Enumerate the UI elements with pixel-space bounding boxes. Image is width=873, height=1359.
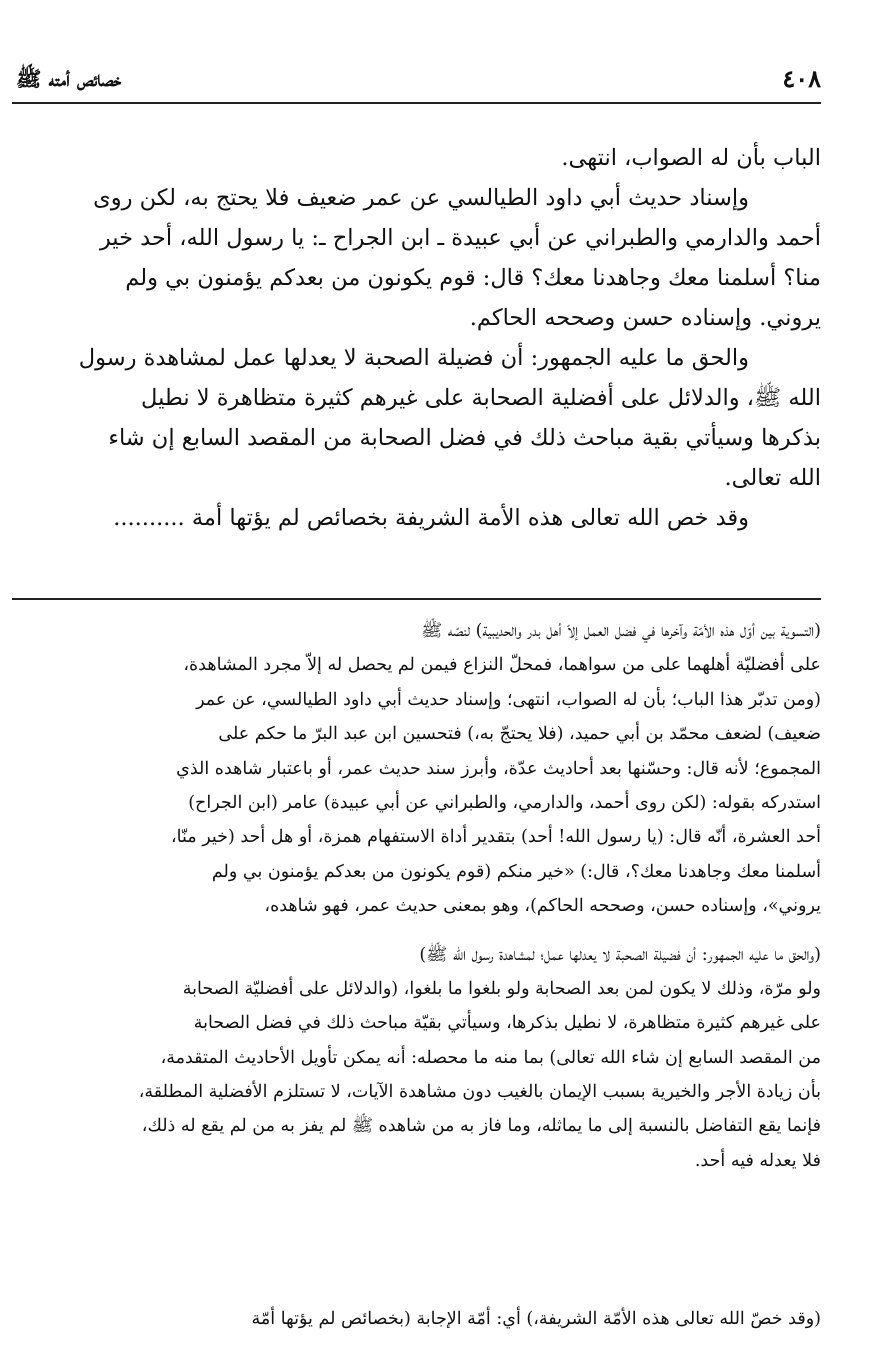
main-line: منا؟ أسلمنا معك وجاهدنا معك؟ قال: قوم يكونون من بعدكم يؤمنون بي ولم xyxy=(125,265,821,291)
commentary-line: أسلمنا معك وجاهدنا معك؟، قال:) «خير منكم (قوم يكونون من بعدكم يؤمنون بي ولم xyxy=(211,861,821,882)
commentary-line: فلا يعدله فيه أحد. xyxy=(694,1150,821,1171)
main-line: أحمد والدارمي والطبراني عن أبي عبيدة ـ ابن الجراح ـ: يا رسول الله، أحد خير xyxy=(99,225,821,251)
commentary-line: من المقصد السابع إن شاء الله تعالى) بما منه ما محصله: أنه يمكن تأويل الأحاديث المتقدمة، xyxy=(160,1047,821,1068)
commentary-line: المجموع؛ لأنه قال: وحسّنها بعد أحاديث عدّة، وأبرز سند حديث عمر، أو باعتبار شاهده الذي xyxy=(176,758,821,779)
commentary-line: (التسوية بين أوّل هذه الأمّة وآخرها في فضل العمل إلاّ أهل بدر والحديبية) لنصّه ﷺ xyxy=(421,621,821,641)
commentary-block xyxy=(14,614,821,1178)
commentary-line: ولو مرّة، وذلك لا يكون لمن بعد الصحابة ولو بلغوا ما بلغوا، (والدلائل على أفضليّة الصحابة xyxy=(182,978,821,999)
commentary-line: (والحق ما عليه الجمهور: أن فضيلة الصحبة لا يعدلها عمل؛ لمشاهدة رسول الله ﷺ) xyxy=(419,944,821,965)
commentary-line: يروني»، وإسناده حسن، وصححه الحاكم)، وهو بمعنى حديث عمر، فهو شاهده، xyxy=(264,896,821,917)
paragraph-gap xyxy=(14,924,821,938)
main-line: وقد خص الله تعالى هذه الأمة الشريفة بخصائص لم يؤتها أمة .......... xyxy=(113,505,749,531)
main-line: الباب بأن له الصواب، انتهى. xyxy=(561,145,821,171)
commentary-line: استدركه بقوله: (لكن روى أحمد، والدارمي، والطبراني عن أبي عبيدة) عامر (ابن الجراح) xyxy=(188,792,821,813)
main-line: الله ﷺ، والدلائل على أفضلية الصحابة على غيرهم كثيرة متظاهرة لا نطيل xyxy=(141,385,821,411)
commentary-final-line xyxy=(14,1302,821,1336)
page-header xyxy=(12,62,821,104)
main-line: بذكرها وسيأتي بقية مباحث ذلك في فضل الصحابة من المقصد السابع إن شاء xyxy=(108,425,821,451)
running-title: خصائص أمته ﷺ xyxy=(16,66,122,91)
commentary-line: فإنما يقع التفاضل بالنسبة إلى ما يماثله، وما فاز به من شاهده ﷺ لم يفز به من لم يقع له ذلك، xyxy=(141,1116,821,1137)
commentary-line: على أفضليّة أهلهما على من سواهما، فمحلّ النزاع فيمن لم يحصل له إلاّ مجرد المشاهدة، xyxy=(183,655,821,676)
commentary-line: ضعيف) لضعف محمّد بن أبي حميد، (فلا يحتجّ به،) فتحسين ابن عبد البرّ ما حكم على xyxy=(218,724,821,745)
separator-rule xyxy=(12,598,821,600)
main-line: يروني. وإسناده حسن وصححه الحاكم. xyxy=(469,305,821,331)
commentary-line: أحد العشرة، أنّه قال: (يا رسول الله! أحد) بتقدير أداة الاستفهام همزة، أو هل أحد (خير منّا، xyxy=(171,827,821,848)
commentary-line: (ومن تدبّر هذا الباب؛ بأن له الصواب، انتهى؛ وإسناد حديث أبي داود الطيالسي، عن عمر xyxy=(196,689,821,710)
commentary-line: بأن زيادة الأجر والخيرية بسبب الإيمان بالغيب دون مشاهدة الآيات، لا تستلزم الأفضلية المطلقة، xyxy=(138,1082,821,1103)
page-number: ٤٠٨ xyxy=(782,64,821,93)
commentary-line: على غيرهم كثيرة متظاهرة، لا نطيل بذكرها، وسيأتي بقيّة مباحث ذلك في فضل الصحابة xyxy=(193,1013,821,1034)
main-line: والحق ما عليه الجمهور: أن فضيلة الصحبة لا يعدلها عمل لمشاهدة رسول xyxy=(78,345,749,371)
main-line: الله تعالى. xyxy=(724,465,821,491)
commentary-line: (وقد خصّ الله تعالى هذه الأمّة الشريفة،) أي: أمّة الإجابة (بخصائص لم يؤتها أمّة xyxy=(251,1309,821,1329)
main-line: وإسناد حديث أبي داود الطيالسي عن عمر ضعيف فلا يحتج به، لكن روى xyxy=(93,185,749,211)
main-text-block xyxy=(18,138,821,538)
